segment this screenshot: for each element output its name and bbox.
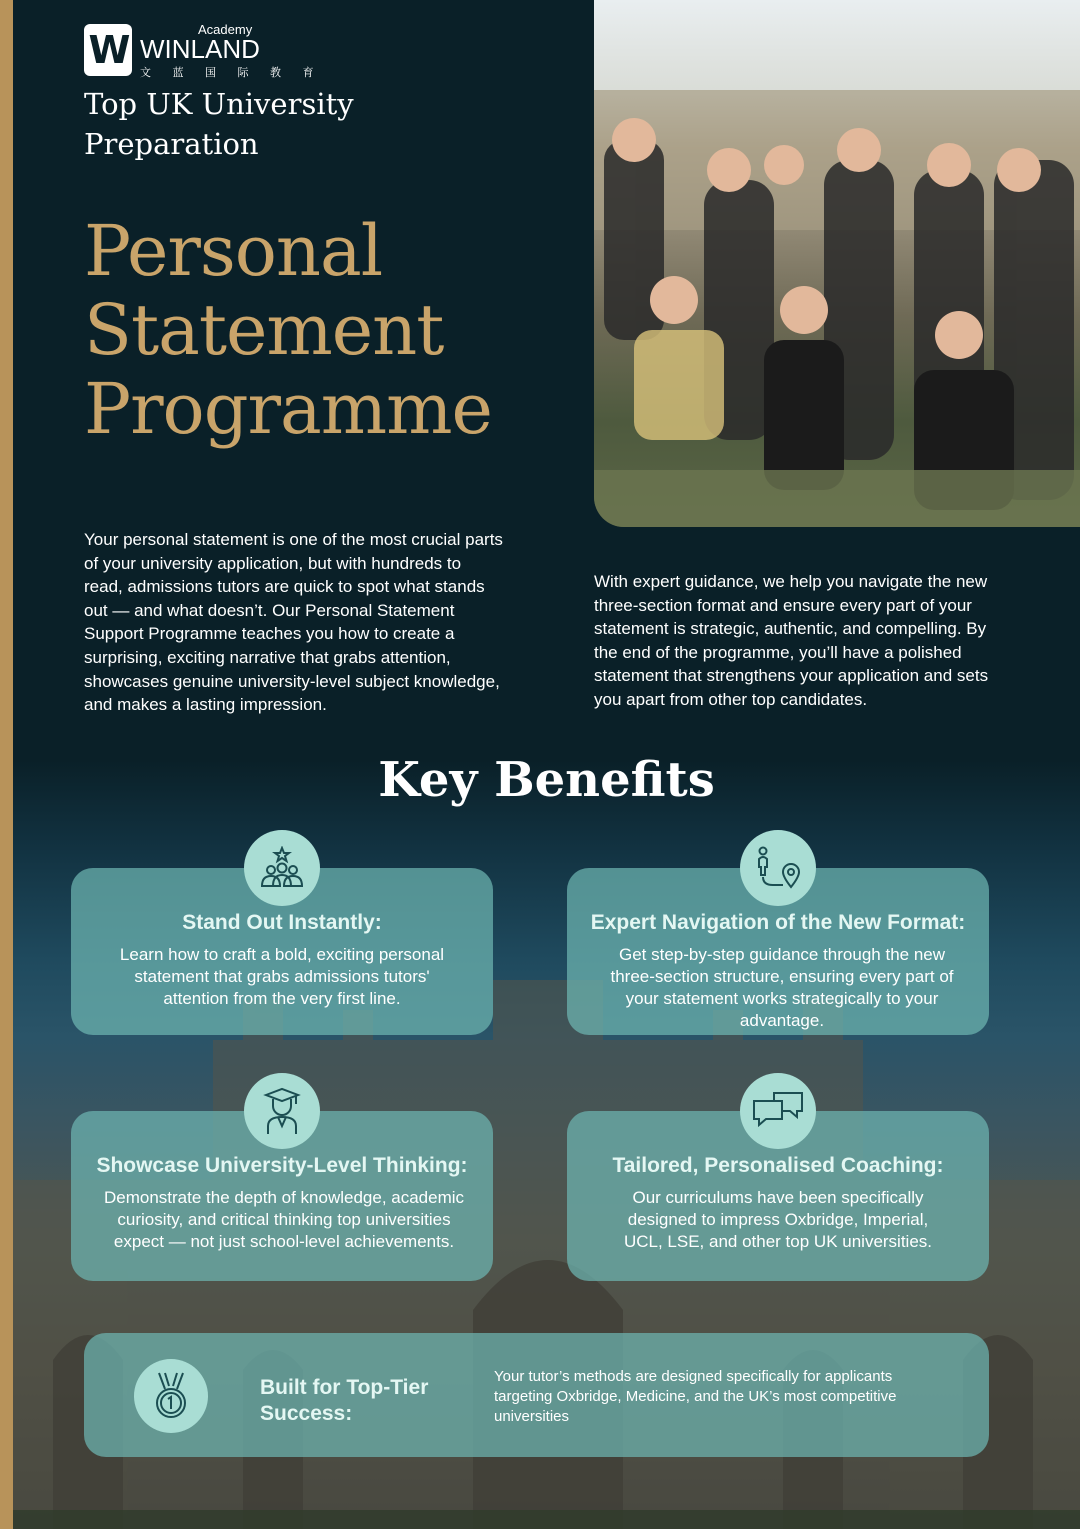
page-title	[84, 212, 564, 449]
winland-logo	[84, 22, 323, 80]
students-photo-illustration	[594, 0, 1080, 527]
benefit-card-title: Stand Out Instantly:	[182, 911, 382, 934]
group-star-icon	[244, 830, 320, 906]
highlight-card-top-tier	[84, 1333, 989, 1457]
logo-name-text: WINLAND	[140, 34, 260, 64]
benefit-card-title: Expert Navigation of the New Format:	[590, 911, 966, 934]
intro-paragraph-right: With expert guidance, we help you navigate the new three-section format and ensure every part of your statement is strategic, authentic, and compelling. By the end of the programme, you’ll have a polished statement that strengthens your application and sets you apart from other top candidates.	[594, 572, 989, 709]
benefit-card-body: Get step-by-step guidance through the new three-section structure, ensuring every part of your statement works strategically to your advantage.	[610, 945, 954, 1030]
title-line-3: Programme	[84, 368, 492, 450]
highlight-card-title: Built for Top-Tier Success:	[260, 1376, 429, 1425]
benefit-card-body: Learn how to craft a bold, exciting personal statement that grabs admissions tutors' attention from the very first line.	[119, 945, 445, 1008]
logo-chinese-text: 文 蓝 国 际 教 育	[140, 66, 323, 79]
page-subtitle	[84, 84, 504, 164]
route-pin-icon	[740, 830, 816, 906]
intro-paragraph-left: Your personal statement is one of the most crucial parts of your university application, but with hundreds to read, admissions tutors are quick to spot what stands out — and what doesn’t. Our Personal Statement Support Programme teaches you how to create a surprising, exciting narrative that grabs attention, showcases genuine university-level subject knowledge, and makes a lasting impression.	[84, 530, 503, 715]
benefit-card-title: Showcase University-Level Thinking:	[96, 1154, 468, 1177]
logo-academy-text: Academy	[198, 22, 253, 37]
highlight-card-body: Your tutor’s methods are designed specifically for applicants targeting Oxbridge, Medicine, and the UK’s most competitive universities	[494, 1368, 897, 1425]
title-line-2: Statement	[84, 289, 444, 371]
benefit-card-body: Demonstrate the depth of knowledge, academic curiosity, and critical thinking top universities expect — not just school-level achievements.	[103, 1188, 465, 1251]
key-benefits-heading: Key Benefits	[378, 752, 715, 808]
medal-icon	[134, 1359, 208, 1433]
logo-mark: W	[84, 24, 132, 76]
benefit-card-title: Tailored, Personalised Coaching:	[612, 1154, 944, 1177]
graduate-icon	[244, 1073, 320, 1149]
chat-bubbles-icon	[740, 1073, 816, 1149]
students-photo	[594, 0, 1080, 527]
subtitle-line-1: Top UK University	[84, 87, 354, 121]
benefit-card-body: Our curriculums have been specifically designed to impress Oxbridge, Imperial, UCL, LSE, and other top UK universities.	[623, 1188, 933, 1251]
title-line-1: Personal	[84, 210, 383, 292]
subtitle-line-2: Preparation	[84, 127, 259, 161]
